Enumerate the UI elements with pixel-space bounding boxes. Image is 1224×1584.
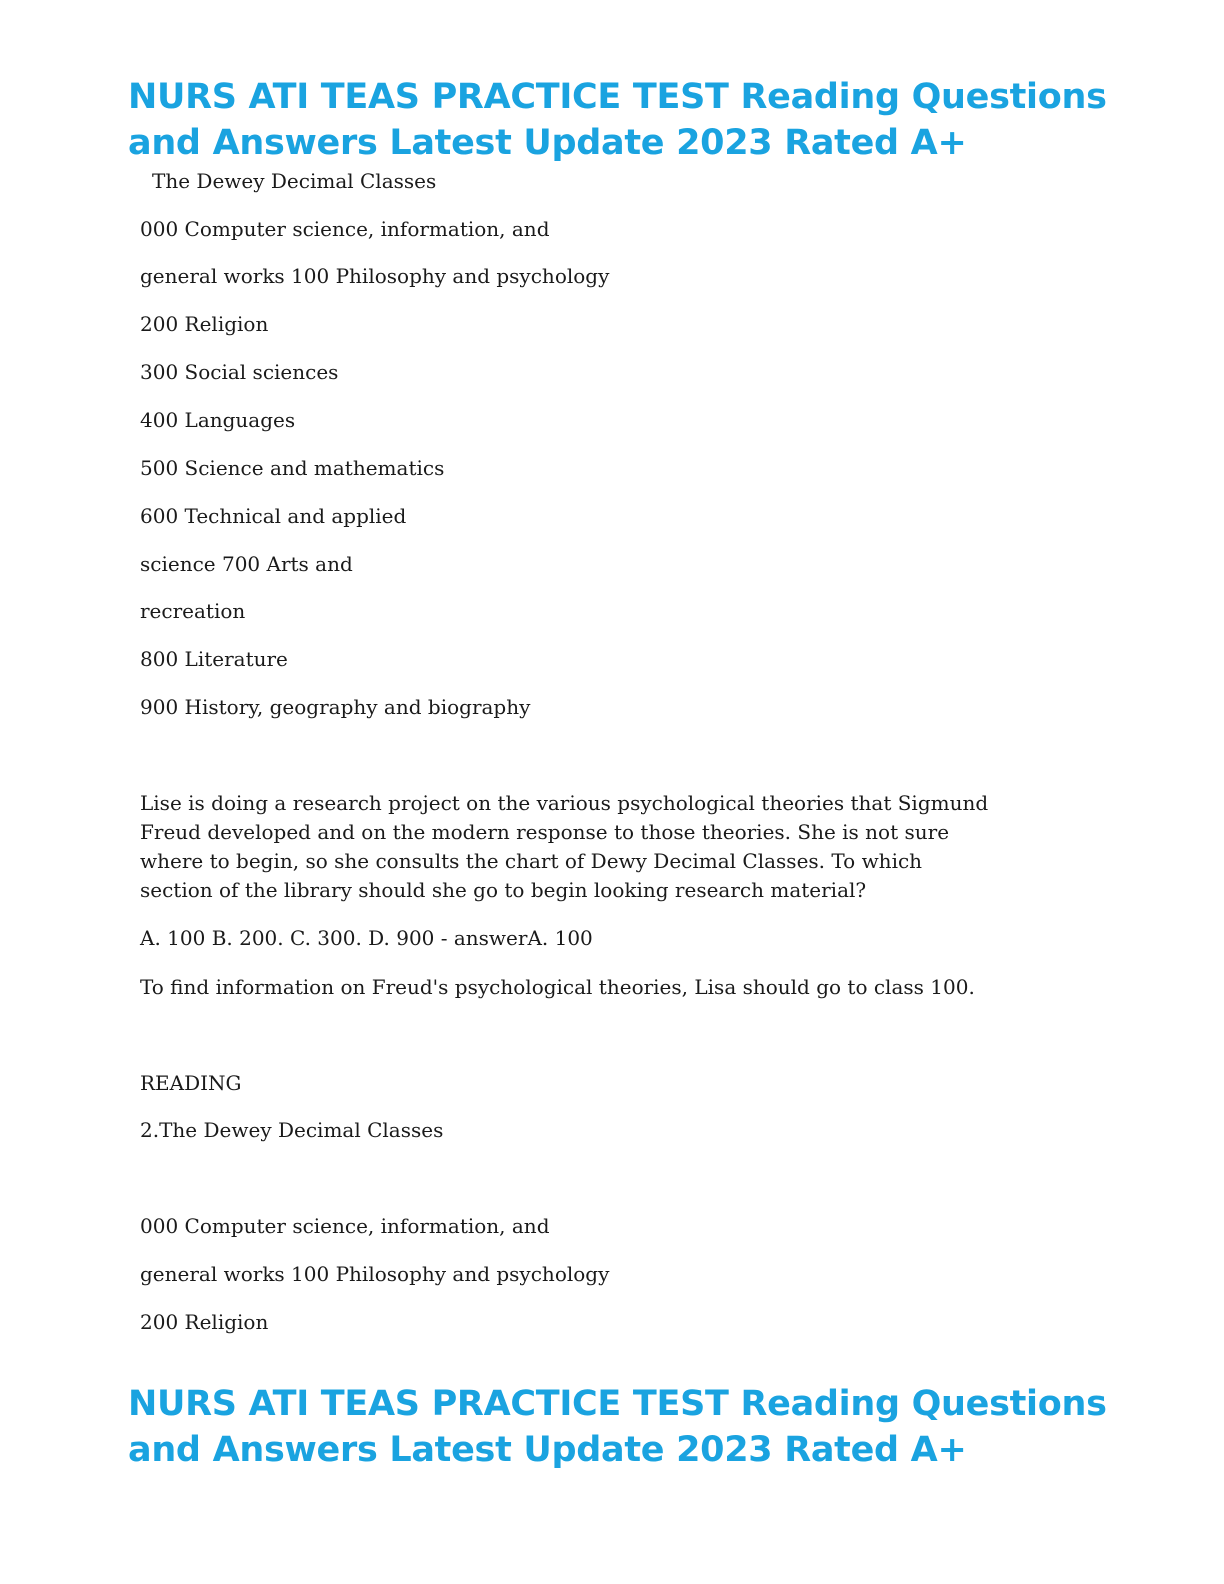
question-line: Lise is doing a research project on the various psychological theories that Sigmund xyxy=(140,791,989,815)
dewey-line: 000 Computer science, information, and xyxy=(140,217,550,241)
question-text xyxy=(140,789,1090,905)
answer-explanation: To find information on Freud's psychological theories, Lisa should go to class 100. xyxy=(140,975,975,999)
section-heading: 2.The Dewey Decimal Classes xyxy=(140,1118,444,1142)
footer-title-line-2: and Answers Latest Update 2023 Rated A+ xyxy=(128,1430,967,1470)
dewey-line: science 700 Arts and xyxy=(140,552,353,576)
section-label: READING xyxy=(140,1071,242,1095)
footer-title xyxy=(128,1381,1128,1473)
dewey-line: 300 Social sciences xyxy=(140,360,339,384)
question-line: Freud developed and on the modern response to those theories. She is not sure xyxy=(140,820,950,844)
section-heading: The Dewey Decimal Classes xyxy=(152,169,437,193)
question-line: where to begin, so she consults the chart of Dewy Decimal Classes. To which xyxy=(140,849,923,873)
dewey-line: 400 Languages xyxy=(140,408,296,432)
dewey-line: 200 Religion xyxy=(140,312,269,336)
title-line-2: and Answers Latest Update 2023 Rated A+ xyxy=(128,123,967,163)
title-line-1: NURS ATI TEAS PRACTICE TEST Reading Questions xyxy=(128,77,1107,117)
answer-options: A. 100 B. 200. C. 300. D. 900 - answerA. 100 xyxy=(140,926,593,950)
dewey-line: 500 Science and mathematics xyxy=(140,456,445,480)
dewey-line: general works 100 Philosophy and psychology xyxy=(140,264,610,288)
dewey-line: 000 Computer science, information, and xyxy=(140,1214,550,1238)
dewey-line: 800 Literature xyxy=(140,647,288,671)
dewey-line: 900 History, geography and biography xyxy=(140,695,531,719)
dewey-line: general works 100 Philosophy and psychology xyxy=(140,1262,610,1286)
document-title xyxy=(128,74,1128,166)
question-line: section of the library should she go to begin looking research material? xyxy=(140,878,867,902)
dewey-line: recreation xyxy=(140,599,246,623)
dewey-line: 200 Religion xyxy=(140,1310,269,1334)
dewey-line: 600 Technical and applied xyxy=(140,504,407,528)
footer-title-line-1: NURS ATI TEAS PRACTICE TEST Reading Questions xyxy=(128,1384,1107,1424)
